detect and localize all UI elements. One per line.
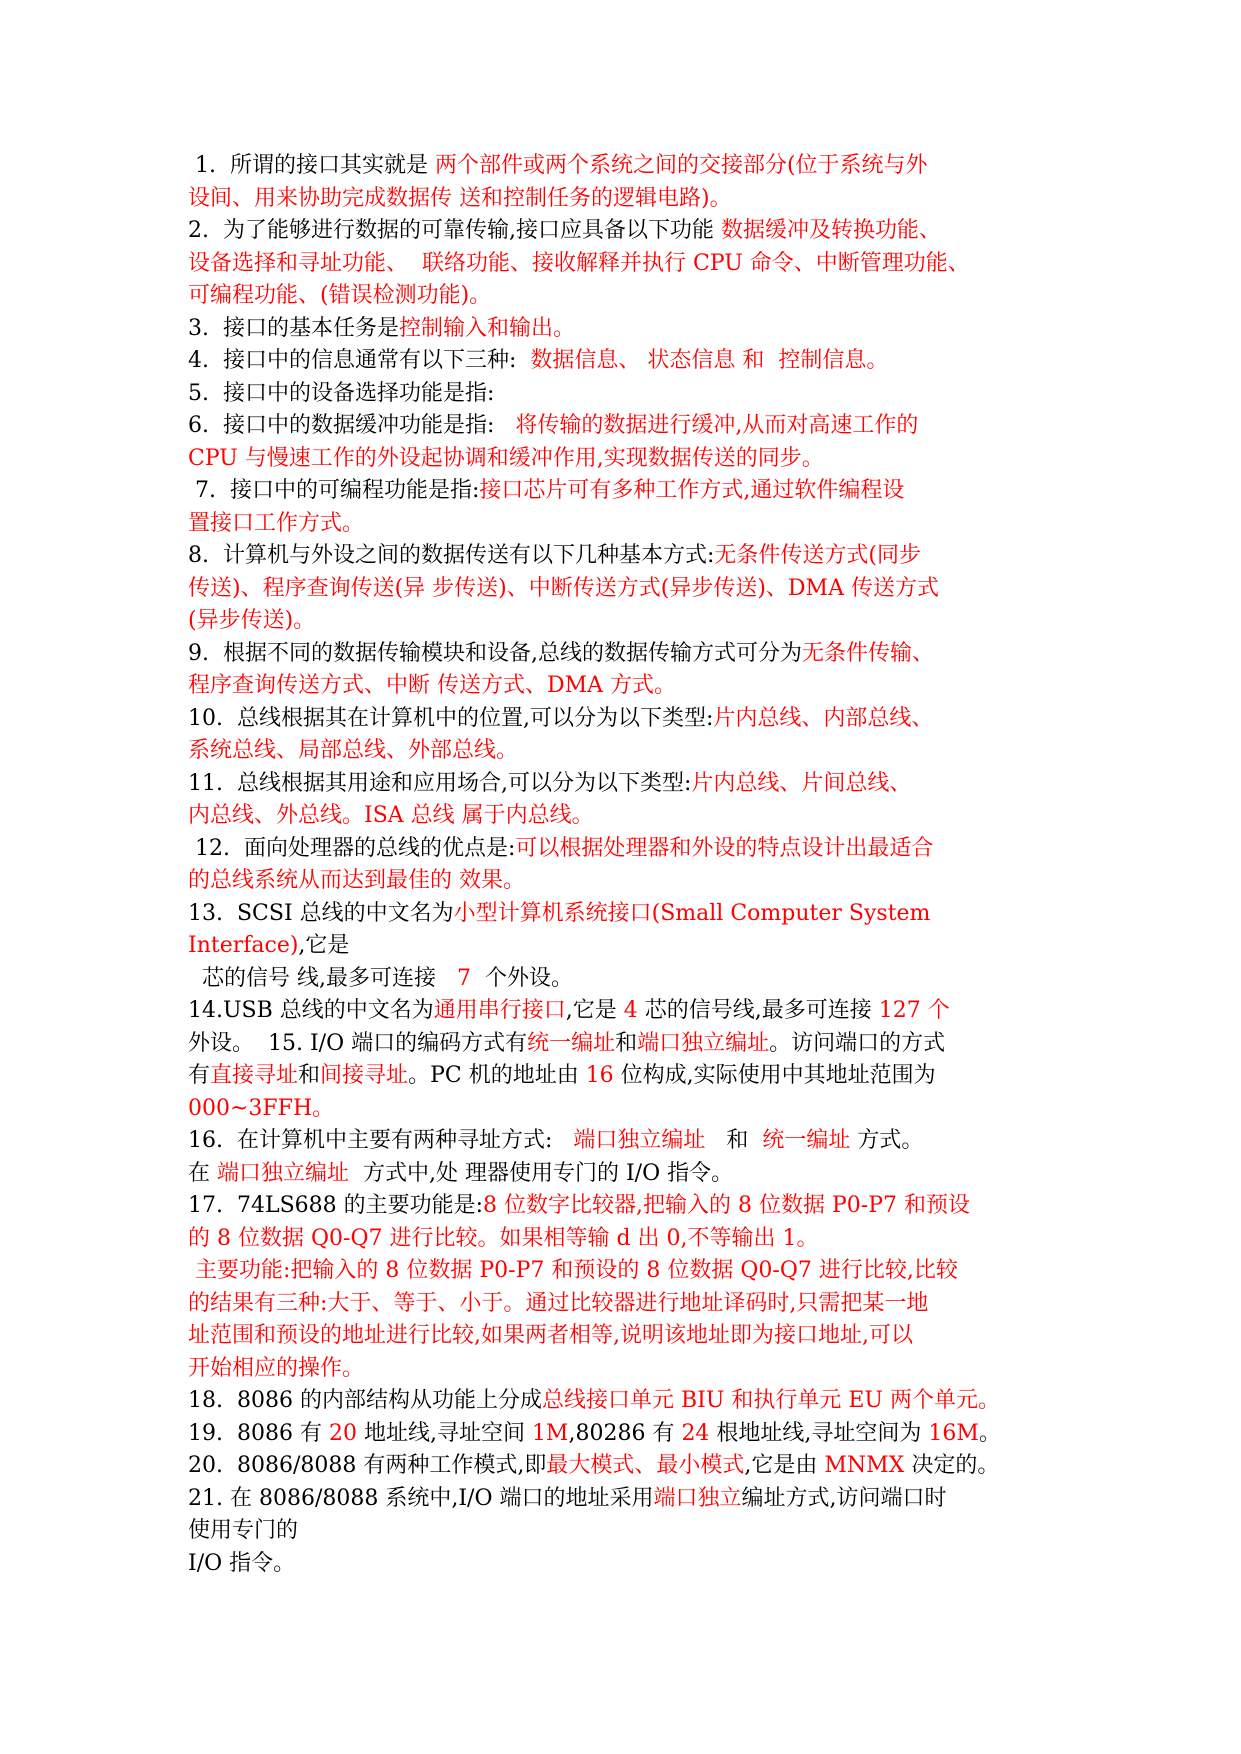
question-text: 决定的。: [904, 1453, 1000, 1478]
text-line: [188, 1483, 1068, 1516]
text-line: [188, 280, 1068, 313]
answer-text: 小型计算机系统接口(Small Computer System: [453, 900, 931, 926]
question-text: 3. 接口的基本任务是: [188, 315, 399, 341]
answer-text: 将传输的数据进行缓冲,从而对高速工作的: [515, 413, 919, 438]
text-line: [188, 995, 1068, 1028]
text-line: [188, 410, 1068, 443]
text-line: [188, 1515, 1068, 1548]
answer-text: 无条件传输、: [801, 640, 934, 666]
answer-text: 两个部件或两个系统之间的交接部分(位于系统与外: [434, 153, 928, 178]
answer-text: 数据信息、 状态信息 和 控制信息。: [530, 348, 889, 373]
answer-text: 16M: [928, 1420, 979, 1446]
answer-text: (异步传送)。: [188, 608, 316, 633]
answer-text: 24: [681, 1420, 710, 1446]
text-line: [188, 670, 1068, 703]
answer-text: 设间、用来协助完成数据传 送和控制任务的逻辑电路)。: [188, 185, 732, 211]
question-text: 10. 总线根据其在计算机中的位置,可以分为以下类型:: [188, 705, 714, 731]
question-text: 2. 为了能够进行数据的可靠传输,接口应具备以下功能: [188, 218, 721, 243]
question-text: 8. 计算机与外设之间的数据传送有以下几种基本方式:: [188, 543, 715, 568]
text-line: [188, 313, 1068, 346]
answer-text: 4: [623, 998, 638, 1023]
text-line: [188, 540, 1068, 573]
answer-text: 统一编址: [527, 1030, 616, 1056]
text-line: [188, 963, 1068, 996]
question-text: 。访问端口的方式: [769, 1030, 946, 1056]
text-line: [188, 1028, 1068, 1061]
text-line: [188, 573, 1068, 606]
question-text: 有: [188, 1063, 211, 1088]
text-line: [188, 638, 1068, 671]
question-text: 方式。: [850, 1128, 924, 1153]
text-line: [188, 183, 1068, 216]
question-text: 13. SCSI 总线的中文名为: [188, 900, 454, 926]
question-text: 。PC 机的地址由: [408, 1063, 586, 1088]
answer-text: 端口独立编址: [637, 1030, 770, 1056]
answer-text: 000~3FFH。: [188, 1095, 335, 1121]
text-line: [188, 378, 1068, 411]
answer-text: 内总线、外总线。ISA 总线 属于内总线。: [188, 803, 594, 828]
question-text: 19. 8086 有: [188, 1420, 329, 1446]
text-line: [188, 768, 1068, 801]
text-line: [188, 1288, 1068, 1321]
answer-text: 控制输入和输出。: [398, 315, 575, 341]
question-text: 芯的信号 线,最多可连接: [188, 965, 457, 991]
text-line: [188, 1223, 1068, 1256]
question-text: 根地址线,寻址空间为: [709, 1420, 929, 1446]
text-line: [188, 1158, 1068, 1191]
text-line: [188, 1190, 1068, 1223]
answer-text: 端口独立编址: [217, 1160, 350, 1186]
question-text: 16. 在计算机中主要有两种寻址方式:: [188, 1128, 574, 1153]
text-line: [188, 703, 1068, 736]
document-body: [188, 150, 1068, 1580]
text-line: [188, 475, 1068, 508]
question-text: 9. 根据不同的数据传输模块和设备,总线的数据传输方式可分为: [188, 640, 802, 666]
question-text: 和: [298, 1063, 321, 1088]
answer-text: 的结果有三种:大于、等于、小于。通过比较器进行地址译码时,只需把某一地: [188, 1290, 929, 1316]
answer-text: 7: [456, 965, 471, 991]
question-text: 12. 面向处理器的总线的优点是:: [188, 835, 516, 861]
text-line: [188, 1548, 1068, 1581]
answer-text: 无条件传送方式(同步: [714, 543, 921, 568]
answer-text: 片内总线、内部总线、: [713, 705, 934, 731]
answer-text: 系统总线、局部总线、外部总线。: [188, 738, 519, 763]
text-line: [188, 443, 1068, 476]
question-text: ,它是: [565, 998, 624, 1023]
text-line: [188, 1385, 1068, 1418]
answer-text: 8 位数字比较器,把输入的 8 位数据 P0-P7 和预设: [483, 1193, 971, 1218]
question-text: 在: [188, 1160, 217, 1186]
question-text: ,它是由: [744, 1453, 825, 1478]
answer-text: 127 个: [878, 998, 950, 1023]
answer-text: 1M: [531, 1420, 569, 1446]
answer-text: 址范围和预设的地址进行比较,如果两者相等,说明该地址即为接口地址,可以: [188, 1323, 913, 1348]
answer-text: 端口独立编址: [573, 1128, 706, 1153]
answer-text: MNMX: [824, 1453, 905, 1478]
text-line: [188, 1125, 1068, 1158]
question-text: 地址线,寻址空间: [356, 1420, 532, 1446]
text-line: [188, 508, 1068, 541]
answer-text: 主要功能:把输入的 8 位数据 P0-P7 和预设的 8 位数据 Q0-Q7 进行比较,比较: [188, 1258, 958, 1283]
question-text: 4. 接口中的信息通常有以下三种:: [188, 348, 531, 373]
text-line: [188, 800, 1068, 833]
answer-text: 16: [585, 1063, 614, 1088]
answer-text: 接口芯片可有多种工作方式,通过软件编程设: [479, 478, 905, 503]
text-line: [188, 1450, 1068, 1483]
question-text: 18. 8086 的内部结构从功能上分成: [188, 1388, 542, 1413]
answer-text: 片内总线、片间总线、: [691, 770, 912, 796]
question-text: 21. 在 8086/8088 系统中,I/O 端口的地址采用: [188, 1485, 654, 1511]
text-line: [188, 1353, 1068, 1386]
question-text: 和: [615, 1030, 638, 1056]
question-text: I/O 指令。: [188, 1550, 296, 1576]
question-text: 芯的信号线,最多可连接: [637, 998, 879, 1023]
text-line: [188, 605, 1068, 638]
question-text: 使用专门的: [188, 1518, 299, 1543]
text-line: [188, 833, 1068, 866]
answer-text: CPU 与慢速工作的外设起协调和缓冲作用,实现数据传送的同步。: [188, 445, 824, 471]
answer-text: 置接口工作方式。: [188, 510, 365, 536]
question-text: 17. 74LS688 的主要功能是:: [188, 1193, 484, 1218]
question-text: 方式中,处 理器使用专门的 I/O 指令。: [349, 1160, 734, 1186]
answer-text: 程序查询传送方式、中断 传送方式、DMA 方式。: [188, 673, 677, 698]
answer-text: 最大模式、最小模式: [546, 1453, 745, 1478]
question-text: 20. 8086/8088 有两种工作模式,即: [188, 1453, 547, 1478]
answer-text: 统一编址: [762, 1128, 851, 1153]
text-line: [188, 898, 1068, 931]
question-text: 外设。 15. I/O 端口的编码方式有: [188, 1030, 528, 1056]
text-line: [188, 1060, 1068, 1093]
text-line: [188, 1320, 1068, 1353]
question-text: 14.USB 总线的中文名为: [188, 998, 434, 1023]
question-text: 11. 总线根据其用途和应用场合,可以分为以下类型:: [188, 770, 692, 796]
text-line: [188, 1255, 1068, 1288]
text-line: [188, 248, 1068, 281]
answer-text: 直接寻址: [210, 1063, 299, 1088]
question-text: 1. 所谓的接口其实就是: [188, 153, 435, 178]
text-line: [188, 150, 1068, 183]
text-line: [188, 865, 1068, 898]
answer-text: 的总线系统从而达到最佳的 效果。: [188, 868, 525, 893]
answer-text: 通用串行接口: [433, 998, 566, 1023]
question-text: 。: [978, 1420, 1001, 1446]
answer-text: 总线接口单元 BIU 和执行单元 EU 两个单元。: [541, 1388, 1000, 1413]
answer-text: Interface): [188, 933, 299, 958]
question-text: ,80286 有: [568, 1420, 682, 1446]
answer-text: 端口独立: [653, 1485, 742, 1511]
text-line: [188, 215, 1068, 248]
question-text: 位构成,实际使用中其地址范围为: [613, 1063, 936, 1088]
question-text: 6. 接口中的数据缓冲功能是指:: [188, 413, 516, 438]
answer-text: 可以根据处理器和外设的特点设计出最适合: [515, 835, 934, 861]
question-text: ,它是: [298, 933, 350, 958]
answer-text: 传送)、程序查询传送(异 步传送)、中断传送方式(异步传送)、DMA 传送方式: [188, 575, 939, 601]
text-line: [188, 1093, 1068, 1126]
question-text: 5. 接口中的设备选择功能是指:: [188, 380, 495, 406]
text-line: [188, 735, 1068, 768]
question-text: 7. 接口中的可编程功能是指:: [188, 478, 480, 503]
question-text: 编址方式,访问端口时: [741, 1485, 947, 1511]
text-line: [188, 345, 1068, 378]
answer-text: 的 8 位数据 Q0-Q7 进行比较。如果相等输 d 出 0,不等输出 1。: [188, 1225, 819, 1251]
text-line: [188, 930, 1068, 963]
answer-text: 可编程功能、(错误检测功能)。: [188, 283, 492, 308]
answer-text: 20: [328, 1420, 357, 1446]
answer-text: 设备选择和寻址功能、 联络功能、接收解释并执行 CPU 命令、中断管理功能、: [188, 250, 970, 276]
question-text: 个外设。: [470, 965, 573, 991]
question-text: 和: [705, 1128, 763, 1153]
text-line: [188, 1418, 1068, 1451]
answer-text: 开始相应的操作。: [188, 1355, 365, 1381]
answer-text: 间接寻址: [320, 1063, 409, 1088]
answer-text: 数据缓冲及转换功能、: [720, 218, 941, 243]
